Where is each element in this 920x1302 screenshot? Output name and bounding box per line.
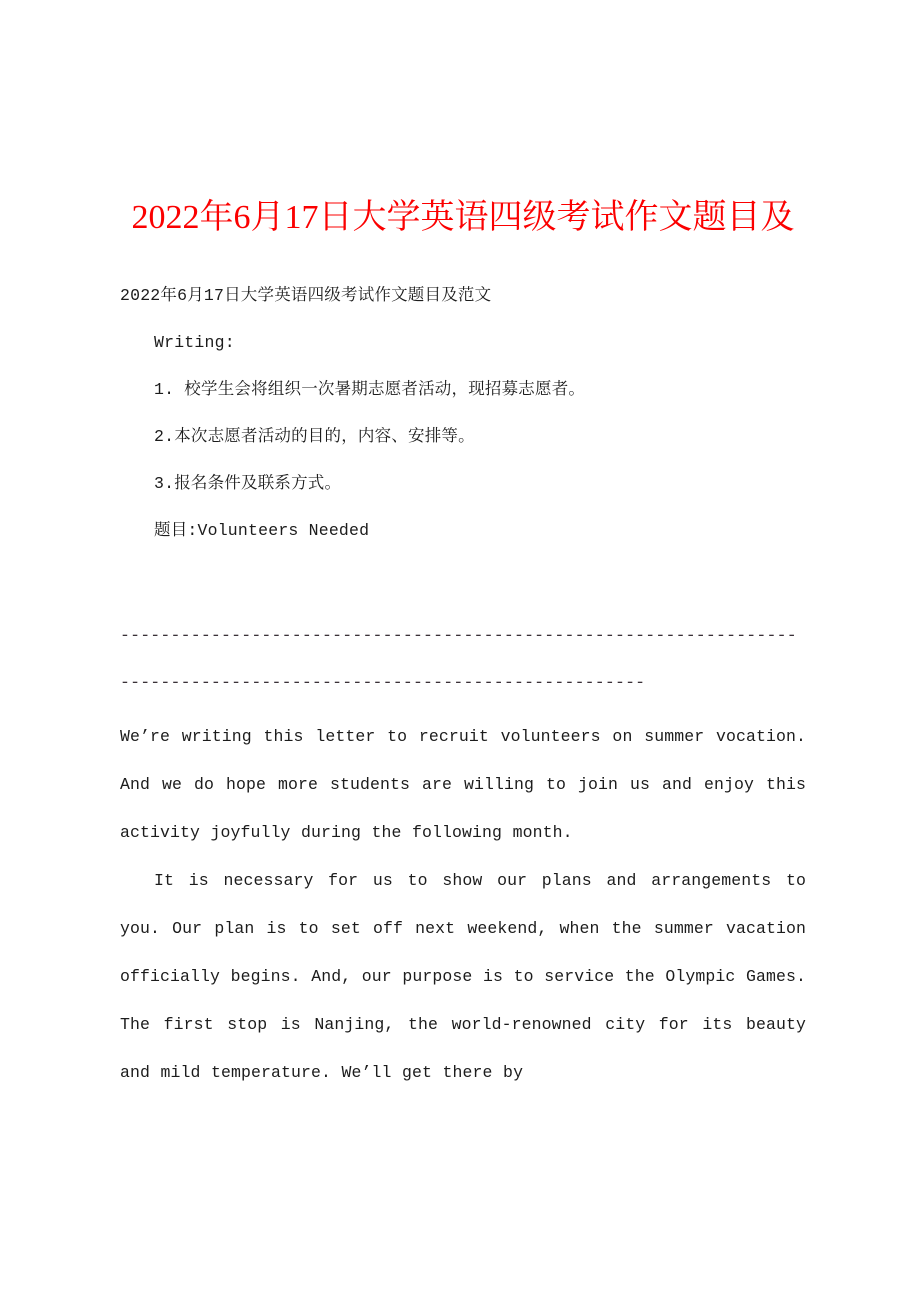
essay-section xyxy=(120,706,806,1097)
essay-topic-line: 题目:Volunteers Needed xyxy=(154,521,370,540)
essay-paragraph-2: It is necessary for us to show our plans and arrangements to you. Our plan is to set off next weekend, when the summer vacation officially begins. And, our purpose is to service the Olympic Games. The first stop is Nanjing, the world-renowned city for its beauty and mild temperature. We’ll get there by xyxy=(120,871,806,1082)
requirement-item-3: 3.报名条件及联系方式。 xyxy=(154,474,342,493)
document-subtitle: 2022年6月17日大学英语四级考试作文题目及范文 xyxy=(120,286,492,305)
essay-paragraph-1: We’re writing this letter to recruit volunteers on summer vocation. And we do hope more students are willing to join us and enjoy this activity joyfully during the following month. xyxy=(120,727,806,842)
page-title: 2022年6月17日大学英语四级考试作文题目及 xyxy=(131,199,795,236)
document-content xyxy=(120,0,806,1097)
prompt-section xyxy=(120,244,806,554)
section-divider: ----------------------------------------------------------------------------------------------------------------------- xyxy=(120,626,797,692)
requirement-item-2: 2.本次志愿者活动的目的，内容、安排等。 xyxy=(154,427,475,446)
requirement-item-1: 1. 校学生会将组织一次暑期志愿者活动，现招募志愿者。 xyxy=(154,380,586,399)
writing-label: Writing: xyxy=(154,333,235,352)
